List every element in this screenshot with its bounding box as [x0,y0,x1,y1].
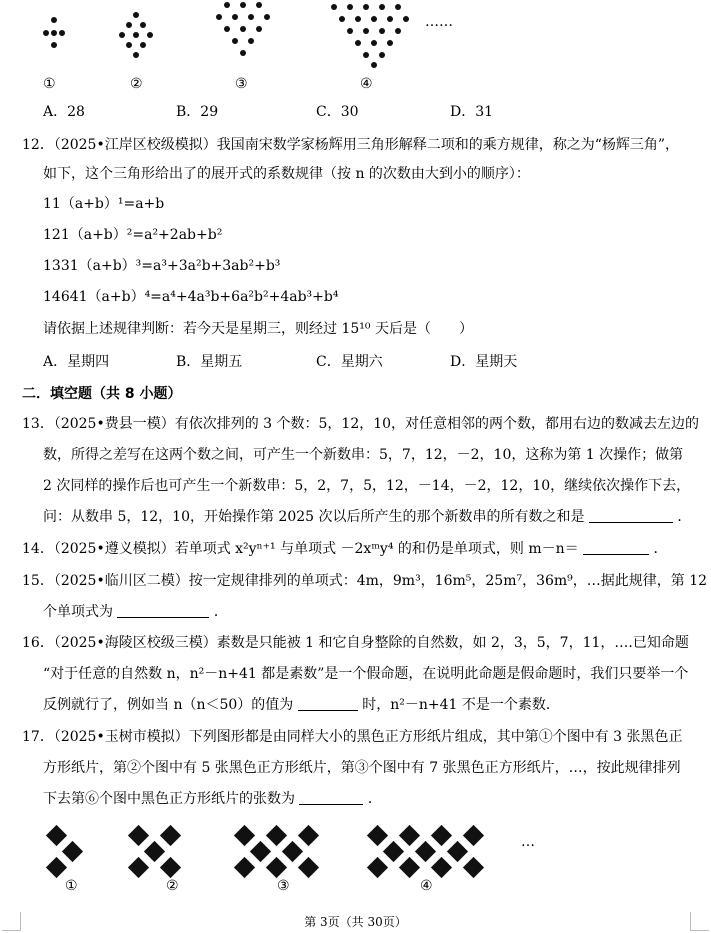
dot [126,42,132,48]
dot [387,40,393,46]
diamond [128,825,149,846]
q13-line-1: 13．（2025•费县一模）有依次排列的 3 个数：5，12，10，对任意相邻的两个数，都用右边的数减去左边的 [22,416,700,432]
section-title: 二．填空题（共 8 小题） [22,386,182,402]
dot [216,14,222,20]
q11-option-c: C．30 [316,104,359,120]
dot [339,16,345,22]
diamond [46,825,67,846]
q17-ellipsis: … [521,834,535,850]
dot [51,42,57,48]
q15-end: ． [213,604,228,620]
q12-row-2: 121（a+b）²=a²+2ab+b² [43,227,223,243]
dot [395,28,401,34]
diamond [399,825,420,846]
q11-figure-label-2: ② [130,76,143,92]
q11-option-d: D．31 [450,104,494,120]
diamond [431,857,452,878]
dot [395,4,401,10]
q13-line-4-text: 问：从数串 5，12，10，开始操作第 2025 次以后所产生的那个新数串的所有数之和是 [43,509,585,525]
q12-option-c: C．星期六 [316,354,383,370]
dot [240,2,246,8]
dot [232,14,238,20]
dot [133,32,139,38]
q12-line-1: 12．（2025•江岸区校级模拟）我国南宋数学家杨辉用三角形解释二项和的乘方规律，称之为“杨辉三角”， [22,137,680,153]
diamond [367,825,388,846]
q11-figure-label-4: ④ [360,76,373,92]
q11-option-b: B．29 [176,104,219,120]
dot [59,30,65,36]
diamond [415,841,436,862]
dot [347,28,353,34]
q12-line-2: 如下，这个三角形给出了的展开式的系数规律（按 n 的次数由大到小的顺序）： [43,166,530,182]
q16-line-1: 16．（2025•海陵区校级三模）素数是只能被 1 和它自身整除的自然数，如 2，3，5，7，11，….已知命题 [22,635,689,651]
dot [51,17,57,23]
diamond [46,857,67,878]
dot [355,40,361,46]
q16-line-3 [43,696,560,714]
dot [147,32,153,38]
dot [248,38,254,44]
diamond [266,825,287,846]
diamond [234,825,255,846]
diamond [383,841,404,862]
dot [232,38,238,44]
dot [371,16,377,22]
q12-row-1: 11（a+b）¹=a+b [43,196,165,212]
dot [51,30,57,36]
dot [379,4,385,10]
q11-figure-label-1: ① [43,76,56,92]
q16-line-2: “对于任意的自然数 n，n²－n+41 都是素数”是一个假命题，在说明此命题是假命题时，我们只要举一个 [43,666,689,682]
dot [119,32,125,38]
q14-end: ． [653,541,668,557]
q16-line-3b: 时，n²－n+41 不是一个素数． [362,697,560,713]
diamond [463,825,484,846]
q17-end: ． [367,791,382,807]
q13-line-2: 数，所得之差写在这两个数之间，可产生一个新数串：5，7，12，－2，10，这称为第 1 次操作；做第 [43,447,684,463]
dot [256,26,262,32]
dot [240,50,246,56]
q17-answer-blank[interactable] [299,790,363,805]
dot [140,22,146,28]
q11-option-a: A．28 [43,104,85,120]
q12-option-a: A．星期四 [43,354,110,370]
dot [264,14,270,20]
dot [331,4,337,10]
q13-end: ． [677,509,692,525]
q12-option-b: B．星期五 [176,354,243,370]
q12-row-4: 14641（a+b）⁴=a⁴+4a³b+6a²b²+4ab³+b⁴ [43,289,339,305]
q17-figure-label-2: ② [166,878,179,894]
dot [363,52,369,58]
diamond [234,857,255,878]
q11-figure-label-3: ③ [235,76,248,92]
dot [371,40,377,46]
diamond [463,857,484,878]
dot [224,26,230,32]
diamond [128,857,149,878]
diamond [282,841,303,862]
diamond [447,841,468,862]
q14-text: 14．（2025•遵义模拟）若单项式 x²yⁿ⁺¹ 与单项式 －2xᵐy⁴ 的和仍是单项式，则 m－n＝ [22,541,579,557]
dot [248,14,254,20]
diamond [144,841,165,862]
q17-line-2: 方形纸片，第②个图中有 5 张黑色正方形纸片，第③个图中有 7 张黑色正方形纸片，…，按此规律排列 [43,760,681,776]
q15-line-2-text: 个单项式为 [43,604,113,620]
q14-line [22,540,668,558]
dot [403,16,409,22]
dot [224,2,230,8]
dot [379,52,385,58]
q17-figure-label-4: ④ [420,878,433,894]
q15-line-2 [43,603,228,621]
q14-answer-blank[interactable] [583,540,649,555]
dot [126,22,132,28]
dot [133,52,139,58]
diamond [399,857,420,878]
q12-row-3: 1331（a+b）³=a³+3a²b+3ab²+b³ [43,258,281,274]
q17-line-3 [43,790,382,808]
dot [43,30,49,36]
dot [347,4,353,10]
q17-figure-label-3: ③ [277,878,290,894]
diamond [367,857,388,878]
dot [363,4,369,10]
q15-answer-blank[interactable] [117,603,209,618]
q15-line-1: 15．（2025•临川区二模）按一定规律排列的单项式：4m，9m³，16m⁵，25m⁷，36m⁹，…据此规律，第 12 [22,573,708,589]
q13-answer-blank[interactable] [589,508,673,523]
dot [355,16,361,22]
q12-option-d: D．星期天 [450,354,518,370]
diamond [298,857,319,878]
dot [133,12,139,18]
q17-figure-label-1: ① [65,878,78,894]
diamond [250,841,271,862]
dot [379,28,385,34]
q13-line-3: 2 次同样的操作后也可产生一个新数串：5，2，7，5，12，－14，－2，12，10，继续依次操作下去， [43,478,691,494]
dot [240,26,246,32]
q12-question: 请依据上述规律判断：若今天是星期三，则经过 15¹⁰ 天后是（ ） [43,321,473,337]
page-footer: 第 3页（共 30页） [304,915,407,929]
q17-line-1: 17．（2025•玉树市模拟）下列图形都是由同样大小的黑色正方形纸片组成，其中第①个图中有 3 张黑色正 [22,729,683,745]
diamond [160,857,181,878]
diamond [431,825,452,846]
q16-answer-blank[interactable] [298,696,358,711]
q11-ellipsis: …… [425,14,453,30]
dot [363,28,369,34]
diamond [62,841,83,862]
dot [256,2,262,8]
q16-line-3a: 反例就行了，例如当 n（n＜50）的值为 [43,697,294,713]
q17-line-3-text: 下去第⑥个图中黑色正方形纸片的张数为 [43,791,295,807]
dot [371,62,377,68]
diamond [298,825,319,846]
q13-line-4 [43,508,691,526]
dot [387,16,393,22]
diamond [266,857,287,878]
dot [140,42,146,48]
diamond [160,825,181,846]
